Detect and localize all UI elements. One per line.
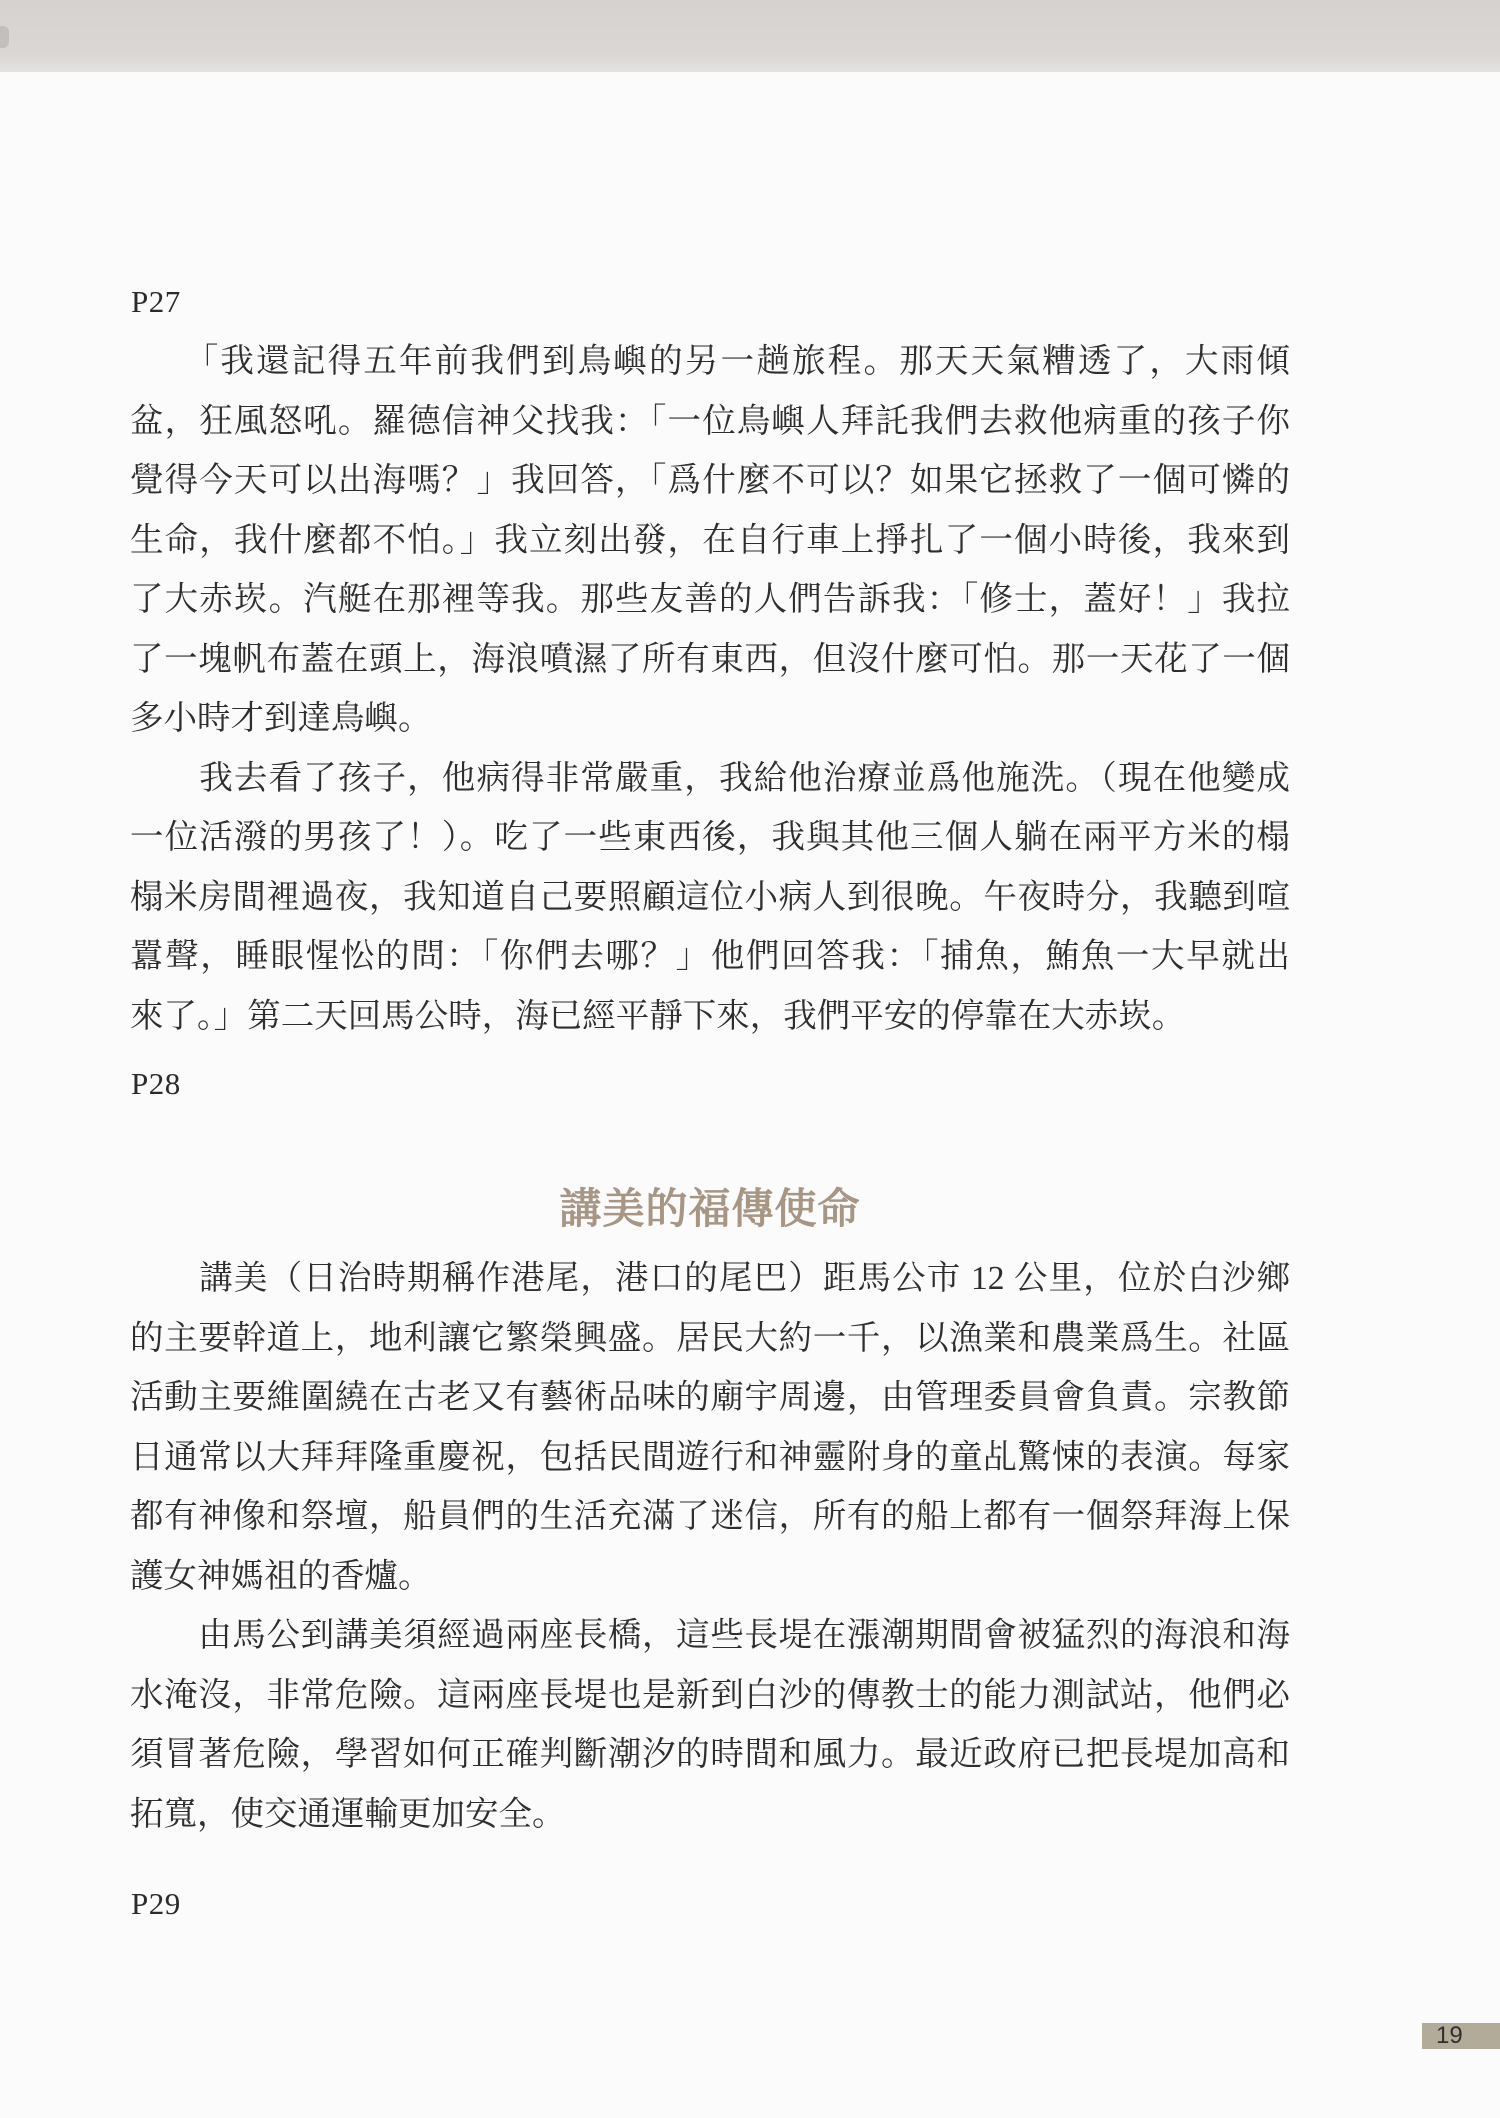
text-line: 盆，狂風怒吼。羅德信神父找我：「一位鳥嶼人拜託我們去救他病重的孩子你 bbox=[130, 402, 1290, 440]
text-line: 來了。」第二天回馬公時，海已經平靜下來，我們平安的停靠在大赤崁。 bbox=[130, 997, 1186, 1035]
text-line: 了大赤崁。汽艇在那裡等我。那些友善的人們告訴我：「修士，蓋好！」我拉 bbox=[130, 581, 1290, 618]
source-page-label-p29: P29 bbox=[131, 1886, 181, 1921]
page-number-badge: 19 bbox=[1422, 2023, 1500, 2049]
text-line: 講美（日治時期稱作港尾，港口的尾巴）距馬公市 12 公里，位於白沙鄉 bbox=[130, 1260, 1290, 1297]
source-page-label-p27: P27 bbox=[131, 284, 181, 319]
paragraph-jiangmei-village bbox=[130, 1249, 1290, 1606]
paragraph-trip-to-niaoyu bbox=[130, 332, 1290, 749]
scan-top-edge bbox=[0, 0, 1500, 72]
text-line: 了一塊帆布蓋在頭上，海浪噴濕了所有東西，但沒什麼可怕。那一天花了一個 bbox=[130, 640, 1290, 678]
paragraph-sick-child bbox=[130, 749, 1290, 1047]
text-line: 的主要幹道上，地利讓它繁榮興盛。居民大約一千，以漁業和農業爲生。社區 bbox=[130, 1319, 1290, 1357]
text-line: 多小時才到達鳥嶼。 bbox=[130, 700, 432, 737]
text-line: 一位活潑的男孩了！）。吃了一些東西後，我與其他三個人躺在兩平方米的榻 bbox=[130, 819, 1290, 856]
scan-smudge bbox=[0, 26, 9, 48]
text-block-1 bbox=[130, 332, 1290, 1046]
source-page-label-p28: P28 bbox=[131, 1066, 181, 1101]
text-line: 覺得今天可以出海嗎？」我回答，「爲什麼不可以？如果它拯救了一個可憐的 bbox=[130, 462, 1290, 499]
text-line: 由馬公到講美須經過兩座長橋，這些長堤在漲潮期間會被猛烈的海浪和海 bbox=[130, 1617, 1290, 1654]
text-line: 拓寬，使交通運輸更加安全。 bbox=[130, 1795, 566, 1833]
text-line: 「我還記得五年前我們到鳥嶼的另一趟旅程。那天天氣糟透了，大雨傾 bbox=[130, 343, 1290, 380]
text-line: 水淹沒，非常危險。這兩座長堤也是新到白沙的傳教士的能力測試站，他們必 bbox=[130, 1676, 1290, 1714]
text-line: 我去看了孩子，他病得非常嚴重，我給他治療並爲他施洗。（現在他變成 bbox=[130, 759, 1290, 797]
text-line: 生命，我什麼都不怕。」我立刻出發，在自行車上掙扎了一個小時後，我來到 bbox=[130, 521, 1290, 559]
section-heading-jiangmei-mission: 講美的福傳使命 bbox=[559, 1185, 861, 1232]
text-line: 活動主要維圍繞在古老又有藝術品味的廟宇周邊，由管理委員會負責。宗教節 bbox=[130, 1379, 1290, 1416]
text-line: 囂聲，睡眼惺忪的問：「你們去哪？」他們回答我：「捕魚，鮪魚一大早就出 bbox=[130, 938, 1290, 975]
text-line: 都有神像和祭壇，船員們的生活充滿了迷信，所有的船上都有一個祭拜海上保 bbox=[130, 1498, 1290, 1535]
text-line: 護女神媽祖的香爐。 bbox=[130, 1557, 432, 1595]
text-line: 榻米房間裡過夜，我知道自己要照顧這位小病人到很晚。午夜時分，我聽到喧 bbox=[130, 878, 1290, 916]
text-line: 日通常以大拜拜隆重慶祝，包括民間遊行和神靈附身的童乩驚悚的表演。每家 bbox=[130, 1438, 1290, 1476]
text-block-2 bbox=[130, 1249, 1290, 1844]
paragraph-causeways bbox=[130, 1606, 1290, 1844]
text-line: 須冒著危險，學習如何正確判斷潮汐的時間和風力。最近政府已把長堤加高和 bbox=[130, 1736, 1290, 1773]
